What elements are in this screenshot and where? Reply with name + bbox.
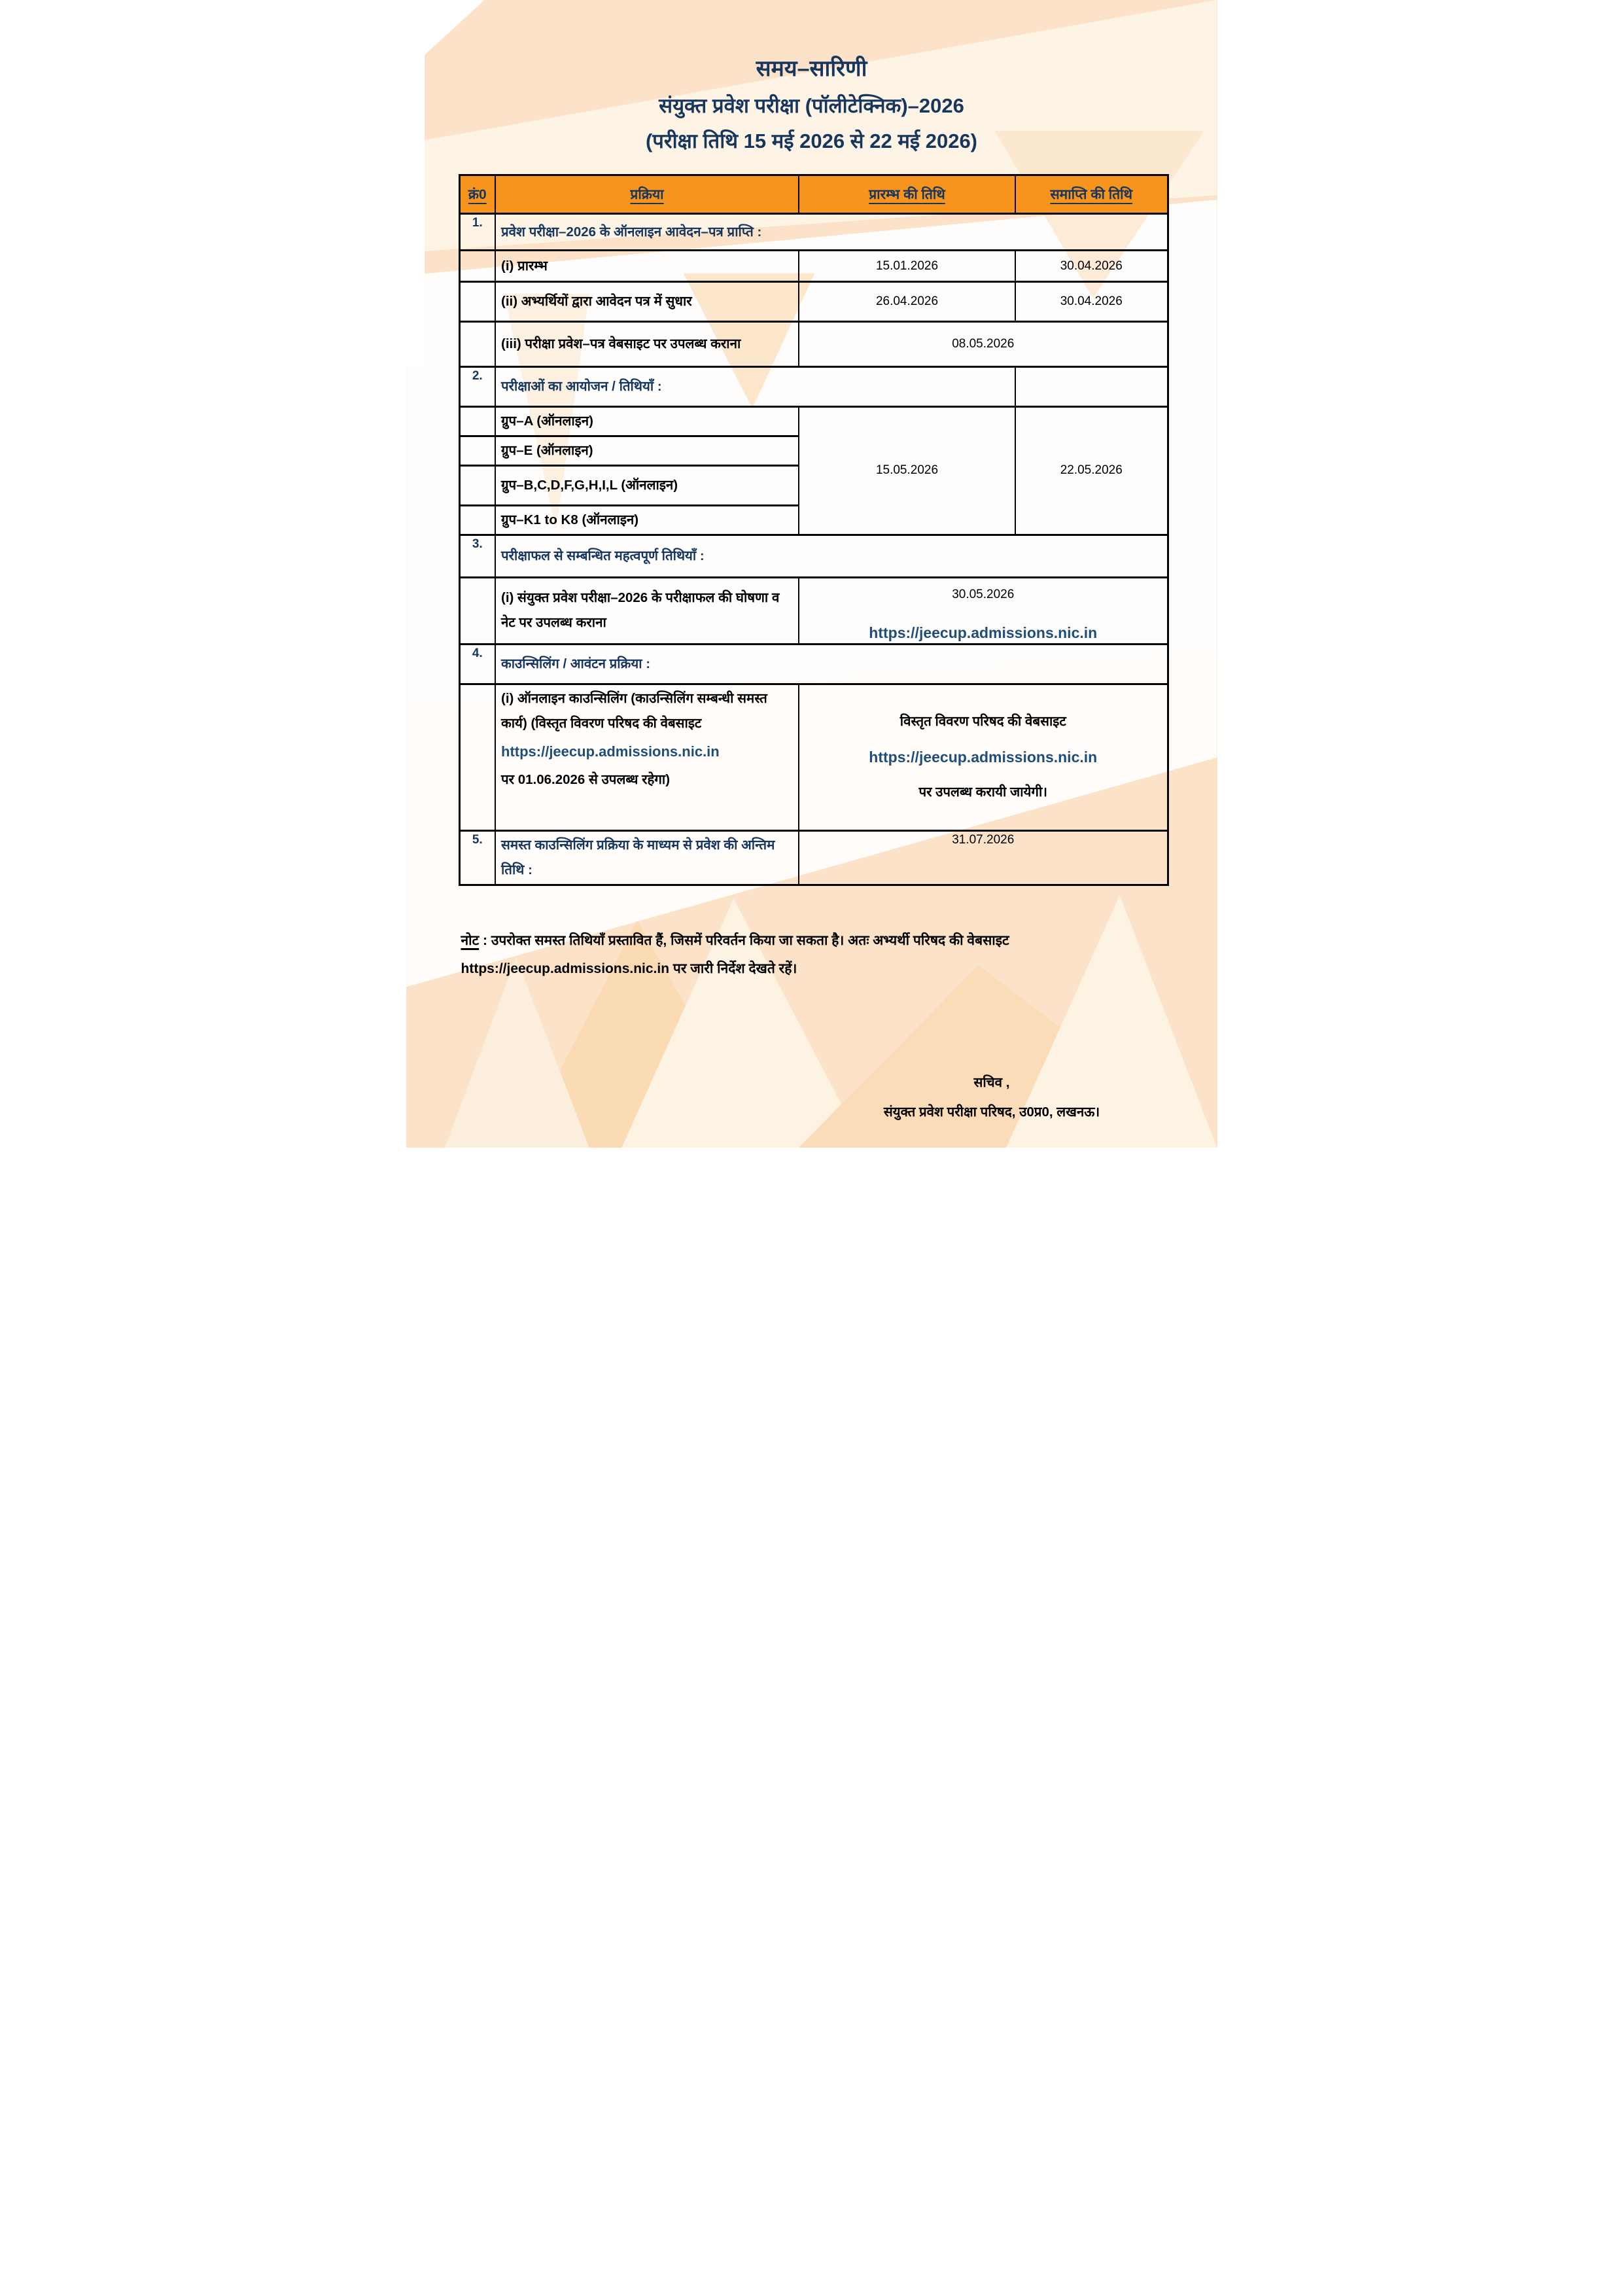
table-row	[459, 644, 1168, 684]
table-row	[459, 535, 1168, 577]
row-number-empty	[459, 436, 495, 465]
row-number: 5.	[459, 830, 495, 885]
row3i-label: (i) संयुक्त प्रवेश परीक्षा–2026 के परीक्षाफल की घोषणा व नेट पर उपलब्ध कराना	[495, 577, 799, 644]
row-number-empty	[459, 465, 495, 505]
table-header-row	[459, 175, 1168, 214]
row4i-detail-line1: विस्तृत विवरण परिषद की वेबसाइट	[899, 713, 1066, 729]
row4i-detail-line2: पर उपलब्ध करायी जायेगी।	[918, 784, 1048, 800]
table-row	[459, 407, 1168, 436]
row-number-empty	[459, 322, 495, 367]
jeecup-link[interactable]: https://jeecup.admissions.nic.in	[869, 748, 1098, 766]
table-row	[459, 577, 1168, 644]
row3i-date: 30.05.2026	[952, 587, 1015, 601]
row4i-detail-cell	[799, 684, 1168, 830]
jeecup-link[interactable]: https://jeecup.admissions.nic.in	[461, 961, 670, 976]
row4i-label-part1: (i) ऑनलाइन काउन्सिलिंग (काउन्सिलिंग सम्बन्धी समस्त कार्य) (विस्तृत विवरण परिषद की वेबसाइट	[501, 690, 767, 731]
row5-process-label: समस्त काउन्सिलिंग प्रक्रिया के माध्यम से प्रवेश की अन्तिम तिथि :	[495, 830, 799, 885]
row-number-empty	[459, 251, 495, 282]
row1ii-start-date: 26.04.2026	[799, 282, 1015, 322]
row3-process-label: परीक्षाफल से सम्बन्धित महत्वपूर्ण तिथियाँ :	[495, 535, 1168, 577]
signature-designation: सचिव ,	[973, 1075, 1010, 1090]
table-row	[459, 830, 1168, 885]
group-bcd-label: ग्रुप–B,C,D,F,G,H,I,L (ऑनलाइन)	[495, 465, 799, 505]
row1-process-label: प्रवेश परीक्षा–2026 के ऑनलाइन आवेदन–पत्र प्राप्ति :	[495, 214, 1168, 251]
row4i-label-part2: पर 01.06.2026 से उपलब्ध रहेगा)	[501, 772, 671, 788]
row-number-empty	[459, 577, 495, 644]
row-number: 2.	[459, 367, 495, 407]
signature-block	[814, 1068, 1170, 1127]
row2-process-label: परीक्षाओं का आयोजन / तिथियाँ :	[495, 367, 1015, 407]
row1i-label: (i) प्रारम्भ	[495, 251, 799, 282]
jeecup-link[interactable]: https://jeecup.admissions.nic.in	[501, 743, 720, 760]
row1ii-label: (ii) अभ्यर्थियों द्वारा आवेदन पत्र में सुधार	[495, 282, 799, 322]
row-number-empty	[459, 407, 495, 436]
row3i-result-url	[805, 624, 1162, 642]
header-serial-no: क्रं0	[459, 175, 495, 214]
group-k-label: ग्रुप–K1 to K8 (ऑनलाइन)	[495, 505, 799, 535]
header-start-date: प्रारम्भ की तिथि	[799, 175, 1015, 214]
row5-date: 31.07.2026	[799, 830, 1168, 885]
header-process: प्रक्रिया	[495, 175, 799, 214]
table-row	[459, 322, 1168, 367]
row-number-empty	[459, 684, 495, 830]
note-paragraph	[461, 927, 1165, 983]
title-block	[406, 0, 1217, 154]
exam-title: संयुक्त प्रवेश परीक्षा (पॉलीटेक्निक)–2026	[659, 94, 964, 117]
page-title: समय–सारिणी	[756, 56, 867, 81]
row-number: 3.	[459, 535, 495, 577]
table-row	[459, 251, 1168, 282]
row1i-end-date: 30.04.2026	[1015, 251, 1168, 282]
document-page	[406, 0, 1217, 1148]
table-row	[459, 684, 1168, 830]
row1iii-label: (iii) परीक्षा प्रवेश–पत्र वेबसाइट पर उपलब्ध कराना	[495, 322, 799, 367]
row4i-label-cell	[495, 684, 799, 830]
row-number: 1.	[459, 214, 495, 251]
empty-cell	[1015, 367, 1168, 407]
note-text-before-url: : उपरोक्त समस्त तिथियाँ प्रस्तावित हैं, जिसमें परिवर्तन किया जा सकता है। अतः अभ्यर्थी परिषद की वेबसाइट	[479, 932, 1009, 948]
table-row	[459, 214, 1168, 251]
jeecup-link[interactable]: https://jeecup.admissions.nic.in	[869, 624, 1098, 641]
row-number-empty	[459, 282, 495, 322]
groups-start-date: 15.05.2026	[799, 407, 1015, 535]
row1iii-date: 08.05.2026	[799, 322, 1168, 367]
signature-organization: संयुक्त प्रवेश परीक्षा परिषद, उ0प्र0, लखनऊ।	[883, 1104, 1100, 1120]
row-number: 4.	[459, 644, 495, 684]
row4-process-label: काउन्सिलिंग / आवंटन प्रक्रिया :	[495, 644, 1168, 684]
note-label: नोट	[461, 932, 480, 948]
row1ii-end-date: 30.04.2026	[1015, 282, 1168, 322]
header-end-date: समाप्ति की तिथि	[1015, 175, 1168, 214]
group-a-label: ग्रुप–A (ऑनलाइन)	[495, 407, 799, 436]
note-text-after-url: पर जारी निर्देश देखते रहें।	[669, 961, 797, 976]
groups-end-date: 22.05.2026	[1015, 407, 1168, 535]
table-row	[459, 367, 1168, 407]
row3i-result-cell	[799, 577, 1168, 644]
group-e-label: ग्रुप–E (ऑनलाइन)	[495, 436, 799, 465]
row1i-start-date: 15.01.2026	[799, 251, 1015, 282]
schedule-table	[459, 174, 1169, 886]
table-row	[459, 282, 1168, 322]
exam-date-range: (परीक्षा तिथि 15 मई 2026 से 22 मई 2026)	[645, 130, 978, 152]
row-number-empty	[459, 505, 495, 535]
